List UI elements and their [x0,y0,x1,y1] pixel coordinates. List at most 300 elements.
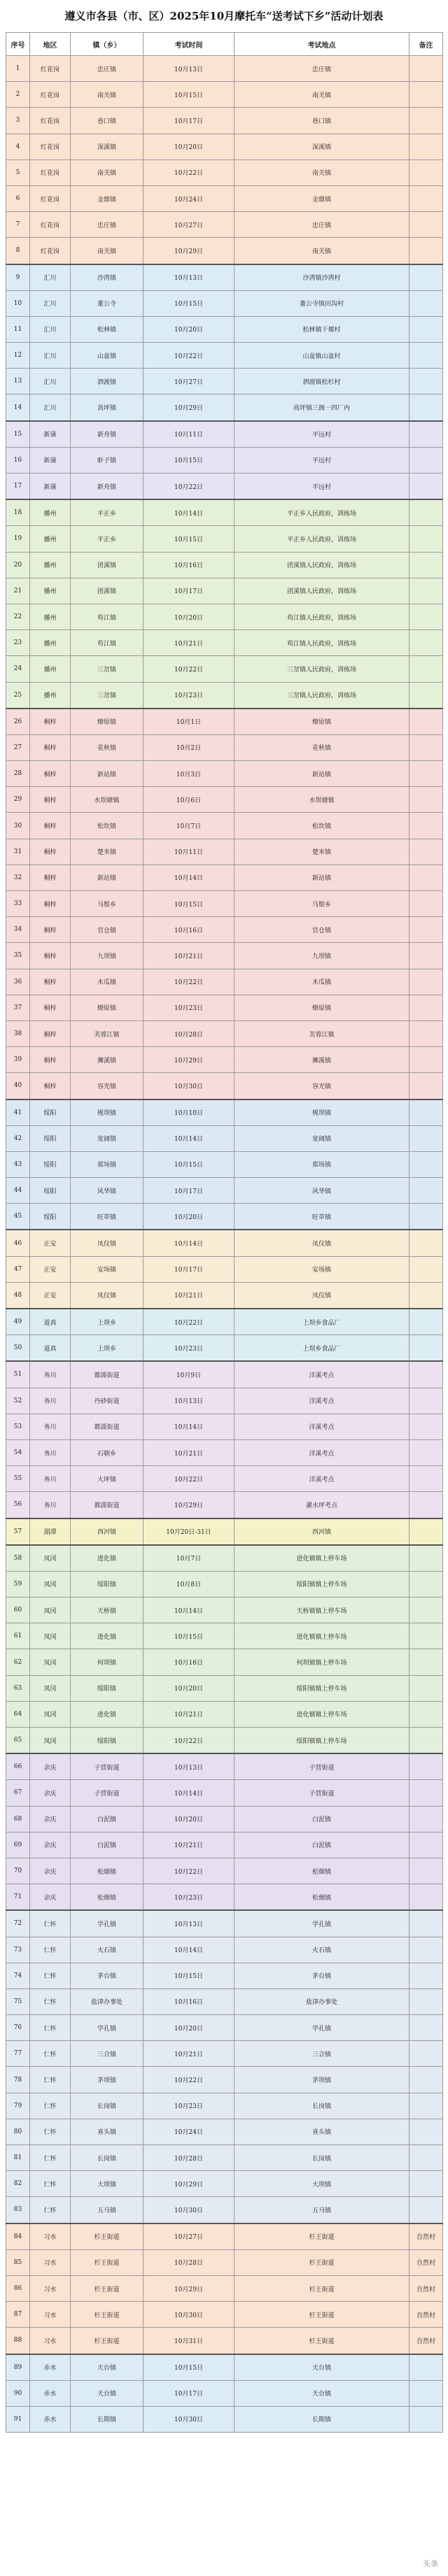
cell-exam-location: 九坝镇 [234,943,410,969]
cell-remarks [410,526,443,552]
cell-index: 30 [6,813,30,839]
cell-region: 凤冈 [30,1597,71,1623]
cell-index: 10 [6,290,30,316]
table-row [6,290,443,316]
cell-index: 71 [6,1884,30,1911]
cell-region: 仁怀 [30,1910,71,1937]
cell-town: 沙湾镇 [71,264,144,291]
cell-town: 都濡街道 [71,1492,144,1518]
cell-exam-location: 进化镇镇上停车场 [234,1623,410,1649]
table-row [6,2067,443,2093]
cell-remarks [410,2093,443,2119]
table-row [6,185,443,211]
cell-exam-time: 10月11日 [144,421,234,448]
cell-remarks [410,1439,443,1465]
cell-region: 习水 [30,2328,71,2354]
cell-town: 上坝乡 [71,1335,144,1362]
cell-exam-location: 楚米镇 [234,839,410,864]
cell-town: 进化镇 [71,1701,144,1727]
cell-remarks: 自然村 [410,2275,443,2301]
cell-region: 红花岗 [30,108,71,134]
cell-exam-location: 盐津办事处 [234,1988,410,2014]
cell-remarks [410,813,443,839]
cell-remarks [410,1806,443,1832]
cell-region: 仁怀 [30,1937,71,1963]
cell-region: 赤水 [30,2354,71,2381]
table-row [6,943,443,969]
cell-exam-location: 绥阳镇镇上停车场 [234,1728,410,1754]
cell-region: 仁怀 [30,2067,71,2093]
cell-exam-location: 苟江镇人民政府，训练场 [234,630,410,656]
cell-remarks [410,56,443,82]
cell-town: 长岗镇 [71,2093,144,2119]
cell-index: 85 [6,2249,30,2275]
cell-index: 40 [6,1073,30,1100]
cell-exam-location: 洋溪考点 [234,1439,410,1465]
cell-town: 都濡街道 [71,1361,144,1388]
cell-exam-location: 狮溪镇 [234,1047,410,1073]
cell-region: 桐梓 [30,787,71,813]
cell-exam-time: 10月31日 [144,2328,234,2354]
cell-remarks [410,1753,443,1780]
cell-region: 桐梓 [30,864,71,890]
cell-exam-time: 10月14日 [144,1230,234,1256]
table-row [6,1728,443,1754]
cell-exam-location: 山盆镇山盆村 [234,343,410,369]
table-row [6,1414,443,1439]
cell-town: 巷口镇 [71,108,144,134]
table-row [6,1753,443,1780]
cell-region: 红花岗 [30,212,71,238]
cell-exam-time: 10月22日 [144,1309,234,1335]
cell-remarks [410,1832,443,1858]
cell-town: 楚米镇 [71,839,144,864]
cell-remarks [410,159,443,185]
cell-exam-location: 杉王街道 [234,2302,410,2328]
cell-town: 长期镇 [71,2406,144,2432]
cell-remarks [410,1518,443,1545]
cell-town: 茅台镇 [71,1963,144,1988]
cell-exam-location: 马鬃乡 [234,891,410,917]
cell-region: 桐梓 [30,1073,71,1100]
cell-index: 73 [6,1937,30,1963]
cell-exam-time: 10月29日 [144,1492,234,1518]
cell-index: 59 [6,1571,30,1597]
cell-region: 务川 [30,1361,71,1388]
cell-index: 23 [6,630,30,656]
cell-exam-time: 10月22日 [144,159,234,185]
cell-index: 83 [6,2197,30,2223]
cell-exam-time: 10月3日 [144,761,234,787]
cell-remarks [410,264,443,291]
cell-region: 绥阳 [30,1125,71,1151]
table-row [6,1388,443,1414]
cell-exam-location: 深溪镇 [234,134,410,159]
cell-exam-time: 10月17日 [144,578,234,604]
table-row [6,2093,443,2119]
cell-remarks [410,1335,443,1362]
table-row [6,1806,443,1832]
cell-index: 16 [6,447,30,473]
table-row [6,2275,443,2301]
table-row [6,2302,443,2328]
cell-remarks [410,2197,443,2223]
cell-exam-time: 10月20日 [144,134,234,159]
cell-exam-location: 茅台镇 [234,1963,410,1988]
cell-exam-time: 10月20日 [144,1204,234,1230]
cell-town: 平正乡 [71,526,144,552]
cell-exam-time: 10月21日 [144,943,234,969]
cell-index: 31 [6,839,30,864]
table-row [6,1282,443,1309]
table-row [6,813,443,839]
cell-index: 90 [6,2380,30,2406]
cell-exam-time: 10月29日 [144,238,234,264]
cell-town: 深溪镇 [71,134,144,159]
cell-exam-time: 10月15日 [144,290,234,316]
cell-exam-time: 10月30日 [144,2302,234,2328]
header-exam-time: 考试时间 [144,33,234,56]
cell-exam-time: 10月14日 [144,864,234,890]
cell-index: 41 [6,1100,30,1126]
cell-exam-time: 10月21日 [144,1701,234,1727]
cell-remarks [410,1988,443,2014]
cell-index: 78 [6,2067,30,2093]
cell-remarks [410,2354,443,2381]
table-row [6,2171,443,2197]
cell-remarks [410,1858,443,1884]
cell-index: 42 [6,1125,30,1151]
table-row [6,2145,443,2171]
cell-exam-location: 巷口镇 [234,108,410,134]
cell-region: 仁怀 [30,2119,71,2144]
table-row [6,1832,443,1858]
cell-index: 33 [6,891,30,917]
cell-town: 杉王街道 [71,2223,144,2250]
cell-exam-time: 10月7日 [144,1545,234,1572]
cell-region: 桐梓 [30,891,71,917]
cell-index: 17 [6,474,30,500]
table-row [6,1623,443,1649]
cell-exam-location: 宽阔镇 [234,1125,410,1151]
cell-exam-time: 10月20日 [144,2015,234,2041]
cell-exam-location: 燎原镇 [234,709,410,735]
cell-exam-time: 10月23日 [144,682,234,709]
cell-exam-location: 安场镇 [234,1256,410,1282]
table-row [6,1649,443,1675]
table-row [6,839,443,864]
cell-town: 平正乡 [71,499,144,526]
table-row [6,1884,443,1911]
cell-exam-time: 10月8日 [144,1571,234,1597]
cell-exam-location: 金鼎镇 [234,185,410,211]
cell-town: 丹砂街道 [71,1388,144,1414]
cell-index: 18 [6,499,30,526]
cell-exam-location: 洋溪考点 [234,1361,410,1388]
cell-exam-time: 10月14日 [144,1937,234,1963]
cell-region: 仁怀 [30,2093,71,2119]
cell-index: 2 [6,82,30,108]
cell-exam-location: 花秋镇 [234,734,410,760]
table-row [6,1230,443,1256]
cell-index: 57 [6,1518,30,1545]
table-row [6,656,443,682]
table-row [6,1937,443,1963]
cell-region: 新蒲 [30,447,71,473]
cell-remarks [410,1256,443,1282]
cell-remarks [410,1780,443,1806]
cell-region: 新蒲 [30,421,71,448]
cell-remarks [410,1884,443,1911]
cell-exam-location: 三合镇 [234,2041,410,2067]
cell-town: 安场镇 [71,1256,144,1282]
table-row [6,864,443,890]
cell-town: 燎原镇 [71,995,144,1020]
table-row [6,1439,443,1465]
cell-town: 绥阳镇 [71,1675,144,1701]
table-row [6,82,443,108]
table-row [6,552,443,578]
cell-exam-time: 10月29日 [144,2275,234,2301]
cell-remarks [410,1701,443,1727]
cell-index: 55 [6,1466,30,1492]
table-row [6,1020,443,1046]
cell-index: 63 [6,1675,30,1701]
table-row [6,2328,443,2354]
cell-exam-time: 10月13日 [144,1753,234,1780]
table-row [6,1466,443,1492]
cell-exam-time: 10月22日 [144,343,234,369]
cell-exam-location: 南关镇 [234,159,410,185]
cell-region: 仁怀 [30,1963,71,1988]
cell-town: 学孔镇 [71,1910,144,1937]
cell-index: 47 [6,1256,30,1282]
cell-remarks [410,212,443,238]
cell-region: 仁怀 [30,2145,71,2171]
cell-exam-location: 郑场镇 [234,1151,410,1177]
cell-exam-location: 松林镇干堰村 [234,316,410,342]
cell-town: 白泥镇 [71,1806,144,1832]
cell-exam-time: 10月21日 [144,1832,234,1858]
cell-region: 红花岗 [30,159,71,185]
cell-index: 24 [6,656,30,682]
cell-index: 51 [6,1361,30,1388]
cell-remarks [410,2119,443,2144]
cell-town: 水坝塘镇 [71,787,144,813]
cell-exam-time: 10月14日 [144,1125,234,1151]
cell-exam-time: 10月21日 [144,1282,234,1309]
cell-remarks [410,1466,443,1492]
cell-town: 长岗镇 [71,2145,144,2171]
cell-region: 正安 [30,1282,71,1309]
cell-remarks [410,1100,443,1126]
page-title: 遵义市各县（市、区）2025年10月摩托车“送考试下乡”活动计划表 [64,9,384,22]
cell-town: 金鼎镇 [71,185,144,211]
cell-region: 红花岗 [30,82,71,108]
cell-index: 44 [6,1178,30,1204]
cell-exam-time: 10月22日 [144,1728,234,1754]
table-row [6,1100,443,1126]
table-row [6,1492,443,1518]
table-row [6,1910,443,1937]
cell-region: 仁怀 [30,1988,71,2014]
cell-exam-time: 10月13日 [144,1910,234,1937]
cell-exam-time: 10月16日 [144,1649,234,1675]
cell-town: 进化镇 [71,1623,144,1649]
cell-region: 习水 [30,2302,71,2328]
cell-exam-location: 团溪镇人民政府，训练场 [234,578,410,604]
cell-exam-location: 新站镇 [234,761,410,787]
cell-remarks [410,1910,443,1937]
cell-town: 凤仪镇 [71,1230,144,1256]
cell-exam-time: 10月9日 [144,1361,234,1388]
table-row [6,238,443,264]
cell-index: 62 [6,1649,30,1675]
cell-exam-location: 三岔镇人民政府，训练场 [234,682,410,709]
cell-region: 赤水 [30,2406,71,2432]
cell-remarks [410,1125,443,1151]
cell-town: 松坎镇 [71,813,144,839]
cell-remarks [410,1020,443,1046]
cell-town: 大坝镇 [71,2171,144,2197]
cell-exam-time: 10月29日 [144,394,234,421]
cell-town: 风华镇 [71,1178,144,1204]
cell-index: 88 [6,2328,30,2354]
table-row [6,212,443,238]
cell-remarks [410,1414,443,1439]
cell-town: 新站镇 [71,761,144,787]
cell-exam-time: 10月24日 [144,2119,234,2144]
cell-index: 74 [6,1963,30,1988]
cell-town: 学孔镇 [71,2015,144,2041]
cell-index: 72 [6,1910,30,1937]
cell-exam-location: 杉王街道 [234,2328,410,2354]
table-row [6,1963,443,1988]
cell-exam-location: 高坪镇三阁一四厂内 [234,394,410,421]
cell-exam-location: 子营街道 [234,1780,410,1806]
cell-exam-location: 绥阳镇镇上停车场 [234,1675,410,1701]
cell-region: 汇川 [30,290,71,316]
cell-remarks [410,839,443,864]
cell-index: 66 [6,1753,30,1780]
cell-index: 87 [6,2302,30,2328]
cell-remarks [410,1963,443,1988]
cell-index: 68 [6,1806,30,1832]
cell-region: 桐梓 [30,995,71,1020]
table-row [6,761,443,787]
cell-exam-location: 新站镇 [234,864,410,890]
cell-exam-time: 10月16日 [144,1988,234,2014]
cell-exam-location: 松坎镇 [234,813,410,839]
cell-region: 凤冈 [30,1545,71,1572]
cell-exam-time: 10月27日 [144,2223,234,2250]
table-row [6,394,443,421]
cell-remarks [410,734,443,760]
table-row [6,604,443,629]
cell-exam-location: 上坝乡食品厂 [234,1335,410,1362]
cell-region: 播州 [30,526,71,552]
cell-exam-time: 10月30日 [144,2197,234,2223]
cell-town: 山盆镇 [71,343,144,369]
cell-region: 仁怀 [30,2041,71,2067]
cell-remarks [410,1282,443,1309]
table-row [6,2119,443,2144]
cell-exam-time: 10月22日 [144,1466,234,1492]
watermark: 头条 [423,2559,438,2568]
cell-town: 南关镇 [71,82,144,108]
cell-exam-location: 火石镇 [234,1937,410,1963]
cell-region: 务川 [30,1492,71,1518]
table-row [6,1571,443,1597]
cell-remarks [410,2406,443,2432]
cell-exam-time: 10月27日 [144,212,234,238]
cell-index: 53 [6,1414,30,1439]
cell-exam-location: 大坝镇 [234,2171,410,2197]
cell-index: 61 [6,1623,30,1649]
cell-town: 石朝乡 [71,1439,144,1465]
cell-remarks [410,1623,443,1649]
cell-index: 43 [6,1151,30,1177]
cell-region: 绥阳 [30,1100,71,1126]
cell-town: 新站镇 [71,864,144,890]
cell-town: 进化镇 [71,1545,144,1572]
cell-town: 新舟镇 [71,474,144,500]
cell-index: 48 [6,1282,30,1309]
cell-exam-time: 10月20日 [144,1675,234,1701]
cell-town: 天台镇 [71,2354,144,2381]
cell-remarks [410,917,443,943]
cell-exam-location: 松烟镇 [234,1884,410,1911]
cell-exam-time: 10月7日 [144,813,234,839]
cell-remarks [410,1545,443,1572]
cell-exam-location: 水坝塘镇 [234,787,410,813]
cell-town: 天桥镇 [71,1597,144,1623]
cell-exam-time: 10月17日 [144,2380,234,2406]
cell-region: 余庆 [30,1753,71,1780]
cell-town: 杉王街道 [71,2328,144,2354]
cell-town: 南关镇 [71,238,144,264]
cell-index: 9 [6,264,30,291]
cell-exam-location: 沙湾镇沙湾村 [234,264,410,291]
cell-town: 新舟镇 [71,421,144,448]
cell-town: 子营街道 [71,1753,144,1780]
cell-exam-location: 杉王街道 [234,2275,410,2301]
table-row [6,421,443,448]
table-row [6,1675,443,1701]
cell-exam-time: 10月14日 [144,499,234,526]
cell-remarks [410,369,443,394]
cell-exam-location: 泗渡镇松杉村 [234,369,410,394]
cell-remarks [410,656,443,682]
cell-remarks [410,604,443,629]
cell-exam-location: 平正乡人民政府，训练场 [234,526,410,552]
table-row [6,1309,443,1335]
cell-exam-location: 官仓镇 [234,917,410,943]
cell-exam-time: 10月17日 [144,1256,234,1282]
cell-remarks [410,995,443,1020]
table-row [6,1361,443,1388]
cell-exam-location: 茅坝镇 [234,2067,410,2093]
cell-index: 34 [6,917,30,943]
table-row [6,316,443,342]
cell-remarks [410,134,443,159]
cell-index: 70 [6,1858,30,1884]
cell-exam-time: 10月20日 [144,316,234,342]
cell-index: 76 [6,2015,30,2041]
cell-index: 4 [6,134,30,159]
table-row [6,1073,443,1100]
cell-remarks [410,1649,443,1675]
